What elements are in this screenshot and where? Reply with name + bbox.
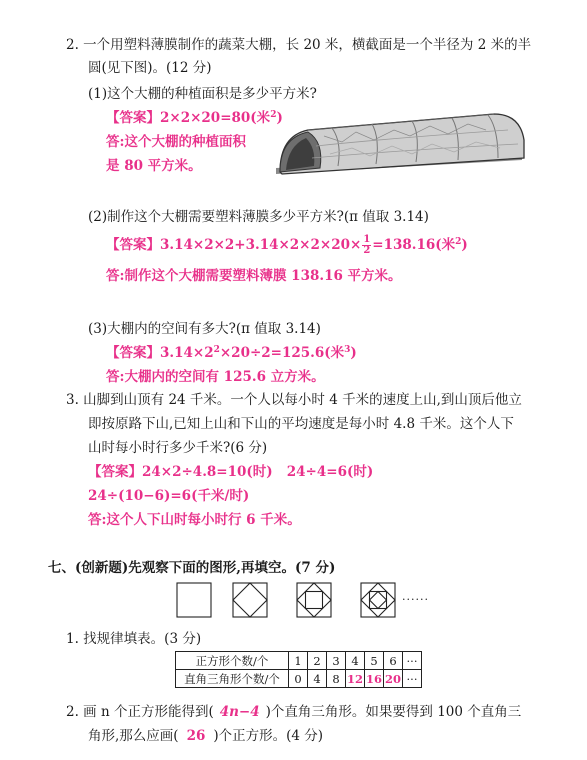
q3-line3: 山时每小时行多少千米?(6 分) bbox=[88, 440, 268, 456]
row1-header: 正方形个数/个 bbox=[176, 652, 289, 670]
q2-sub1-answer: 【答案】2×2×20=80(米$^2$) bbox=[106, 110, 283, 126]
q2-line1: 2. 一个用塑料薄膜制作的蔬菜大棚，长 20 米，横截面是一个半径为 2 米的半 bbox=[66, 37, 532, 53]
q2-sub1-question: (1)这个大棚的种植面积是多少平方米? bbox=[88, 86, 317, 102]
section7-title: 七、(创新题)先观察下面的图形,再填空。(7 分) bbox=[48, 560, 336, 576]
answer-blank-1: 4n−4 bbox=[219, 704, 260, 720]
answer-tag: 【答案】 bbox=[106, 110, 160, 126]
q3-reply: 答:这个人下山时每小时行 6 千米。 bbox=[88, 512, 301, 528]
q3-line2: 即按原路下山,已知上山和下山的平均速度是每小时 4.8 千米。这个人下 bbox=[88, 416, 514, 432]
q2-sub3-reply: 答:大棚内的空间有 125.6 立方米。 bbox=[106, 369, 325, 385]
q2-line2: 圆(见下图)。(12 分) bbox=[88, 60, 212, 76]
q3-answer2: 24÷(10−6)=6(千米/时) bbox=[88, 488, 250, 504]
q2-sub2-answer: 【答案】3.14×2×2+3.14×2×2×20× $\frac{1}{2}$ =138.16(米$^2$) bbox=[106, 234, 468, 256]
table-row: 正方形个数/个 1 2 3 4 5 6 ··· bbox=[176, 652, 422, 670]
q2-sub3-answer: 【答案】$3.14\times 2^2\times 20\div 2=125.6$(米$^3$) bbox=[106, 345, 357, 361]
answer-tag: 【答案】 bbox=[88, 464, 142, 480]
answer-blank-2: 26 bbox=[186, 728, 206, 744]
q2-sub2-question: (2)制作这个大棚需要塑料薄膜多少平方米?(π 值取 3.14) bbox=[88, 209, 429, 225]
pattern-table bbox=[175, 651, 422, 688]
q2-sub2-reply: 答:制作这个大棚需要塑料薄膜 138.16 平方米。 bbox=[106, 268, 402, 284]
table-row: 直角三角形个数/个 0 4 8 12 16 20 ··· bbox=[176, 670, 422, 688]
s7-t1-label: 1. 找规律填表。(3 分) bbox=[66, 631, 202, 647]
square-pattern-figure bbox=[175, 582, 415, 618]
greenhouse-image bbox=[272, 102, 534, 180]
q3-line1: 3. 山脚到山顶有 24 千米。一个人以每小时 4 千米的速度上山,到山顶后他立 bbox=[66, 392, 522, 408]
q2-sub1-reply2: 是 80 平方米。 bbox=[106, 158, 202, 174]
fraction-half: $\frac{1}{2}$ bbox=[363, 234, 371, 256]
pattern-ellipsis: ...... bbox=[402, 590, 429, 603]
row2-header: 直角三角形个数/个 bbox=[176, 670, 289, 688]
answer-tag: 【答案】 bbox=[106, 345, 160, 361]
s7-t2-line1: 2. 画 n 个正方形能得到( 4n−4 )个直角三角形。如果要得到 100 个直角三 bbox=[66, 704, 522, 720]
answer-tag: 【答案】 bbox=[106, 237, 160, 253]
q2-sub1-reply1: 答:这个大棚的种植面积 bbox=[106, 134, 246, 150]
q2-sub3-question: (3)大棚内的空间有多大?(π 值取 3.14) bbox=[88, 321, 321, 337]
q3-answer1: 【答案】24×2÷4.8=10(时) 24÷4=6(时) bbox=[88, 464, 374, 480]
s7-t2-line2: 角形,那么应画( 26 )个正方形。(4 分) bbox=[88, 728, 324, 744]
